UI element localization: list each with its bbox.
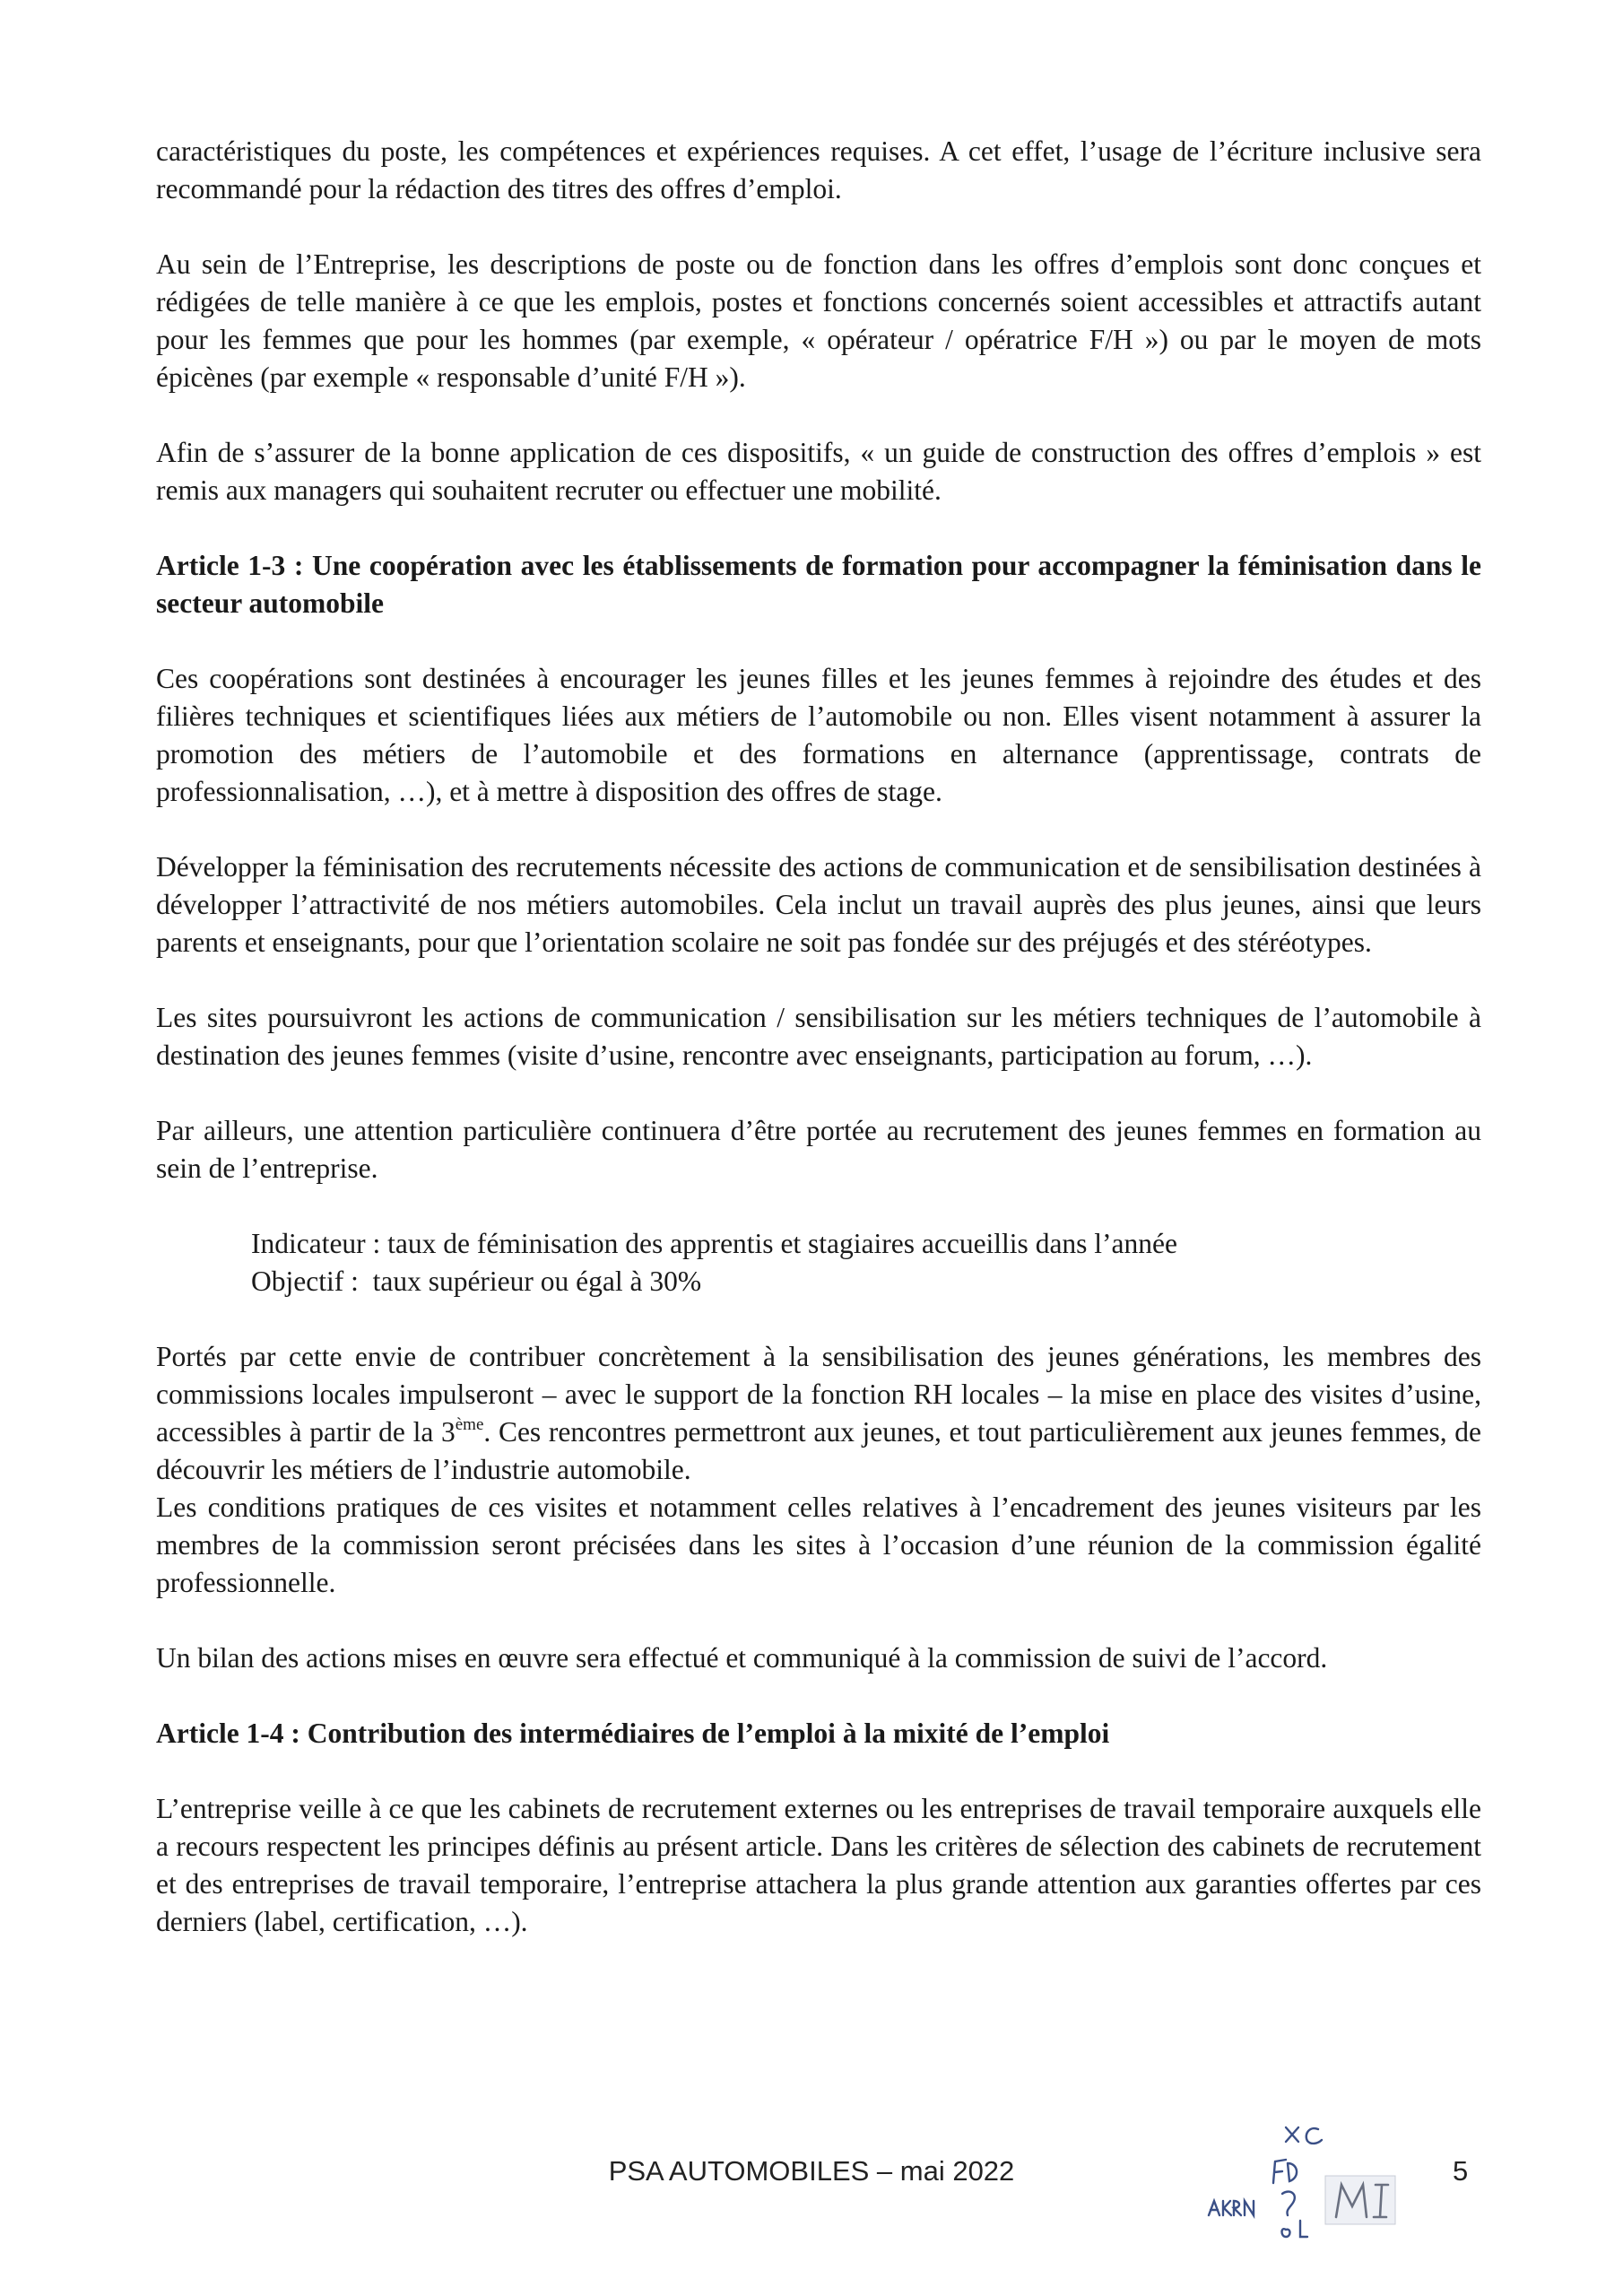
page-number: 5 (1453, 2155, 1469, 2187)
superscript: ème (455, 1414, 484, 1434)
indicator-line: Indicateur : taux de féminisation des apprentis et stagiaires accueillis dans l’année (251, 1228, 1177, 1259)
paragraph: L’entreprise veille à ce que les cabinets de recrutement externes ou les entreprises de travail temporaire auxquels elle a recours respectent les principes définis au présent article. Dans les critères de sélection des cabinets de recrutement et des entreprises de travail temporaire, l’entreprise attachera la plus grande attention aux garanties offertes par ces derniers (label, certification, …). (156, 1793, 1481, 1937)
paragraph: Développer la féminisation des recrutements nécessite des actions de communication et de sensibilisation destinées à développer l’attractivité de nos métiers automobiles. Cela inclut un travail auprès des plus jeunes, ainsi que leurs parents et enseignants, pour que l’orientation scolaire ne soit pas fondée sur des préjugés et des stéréotypes. (156, 851, 1481, 958)
paragraph: Ces coopérations sont destinées à encourager les jeunes filles et les jeunes femmes à rejoindre des études et des filières techniques et scientifiques liées aux métiers de l’automobile ou non. Elles visent notamment à assurer la promotion des métiers de l’automobile et des formations en alternance (apprentissage, contrats de professionnalisation, …), et à mettre à disposition des offres de stage. (156, 663, 1481, 807)
paragraph: Au sein de l’Entreprise, les descriptions de poste ou de fonction dans les offres d’emplois sont donc conçues et rédigées de telle manière à ce que les emplois, postes et fonctions concernés soient accessibles et attractifs autant pour les femmes que pour les hommes (par exemple, « opérateur / opératrice F/H ») ou par le moyen de mots épicènes (par exemple « responsable d’unité F/H »). (156, 248, 1481, 393)
paragraph: Afin de s’assurer de la bonne application de ces dispositifs, « un guide de construction des offres d’emplois » est remis aux managers qui souhaitent recruter ou effectuer une mobilité. (156, 437, 1481, 506)
paragraph: Un bilan des actions mises en œuvre sera effectué et communiqué à la commission de suivi de l’accord. (156, 1642, 1328, 1674)
paragraph: Les sites poursuivront les actions de communication / sensibilisation sur les métiers techniques de l’automobile à destination des jeunes femmes (visite d’usine, rencontre avec enseignants, participation au forum, …). (156, 1002, 1481, 1071)
paragraph (156, 1338, 1481, 1489)
paragraph-text: Portés par cette envie de contribuer concrètement à la sensibilisation des jeunes générations, les membres des commissions locales impulseront – avec le support de la fonction RH locales – la mise en place des visites d’usine, accessibles à partir de la 3 (156, 1341, 1481, 1448)
handwritten-initials (1200, 2117, 1406, 2251)
indicator-block (156, 1225, 1481, 1300)
paragraph-text: . Ces rencontres permettront aux jeunes, et tout particulièrement aux jeunes femmes, de découvrir les métiers de l’industrie automobile. (156, 1416, 1481, 1485)
article-1-3-heading: Article 1-3 : Une coopération avec les établissements de formation pour accompagner la féminisation dans le secteur automobile (156, 550, 1481, 619)
paragraph: Les conditions pratiques de ces visites et notamment celles relatives à l’encadrement des jeunes visiteurs par les membres de la commission seront précisées dans les sites à l’occasion d’une réunion de la commission égalité professionnelle. (156, 1492, 1481, 1598)
objective-line: Objectif : taux supérieur ou égal à 30% (251, 1265, 702, 1297)
document-body (156, 133, 1481, 1979)
paragraph: Par ailleurs, une attention particulière continuera d’être portée au recrutement des jeunes femmes en formation au sein de l’entreprise. (156, 1115, 1481, 1184)
footer-title: PSA AUTOMOBILES – mai 2022 (608, 2155, 1015, 2187)
paragraph: caractéristiques du poste, les compétences et expériences requises. A cet effet, l’usage de l’écriture inclusive sera recommandé pour la rédaction des titres des offres d’emploi. (156, 135, 1481, 204)
article-1-4-heading: Article 1-4 : Contribution des intermédiaires de l’emploi à la mixité de l’emploi (156, 1718, 1110, 1749)
